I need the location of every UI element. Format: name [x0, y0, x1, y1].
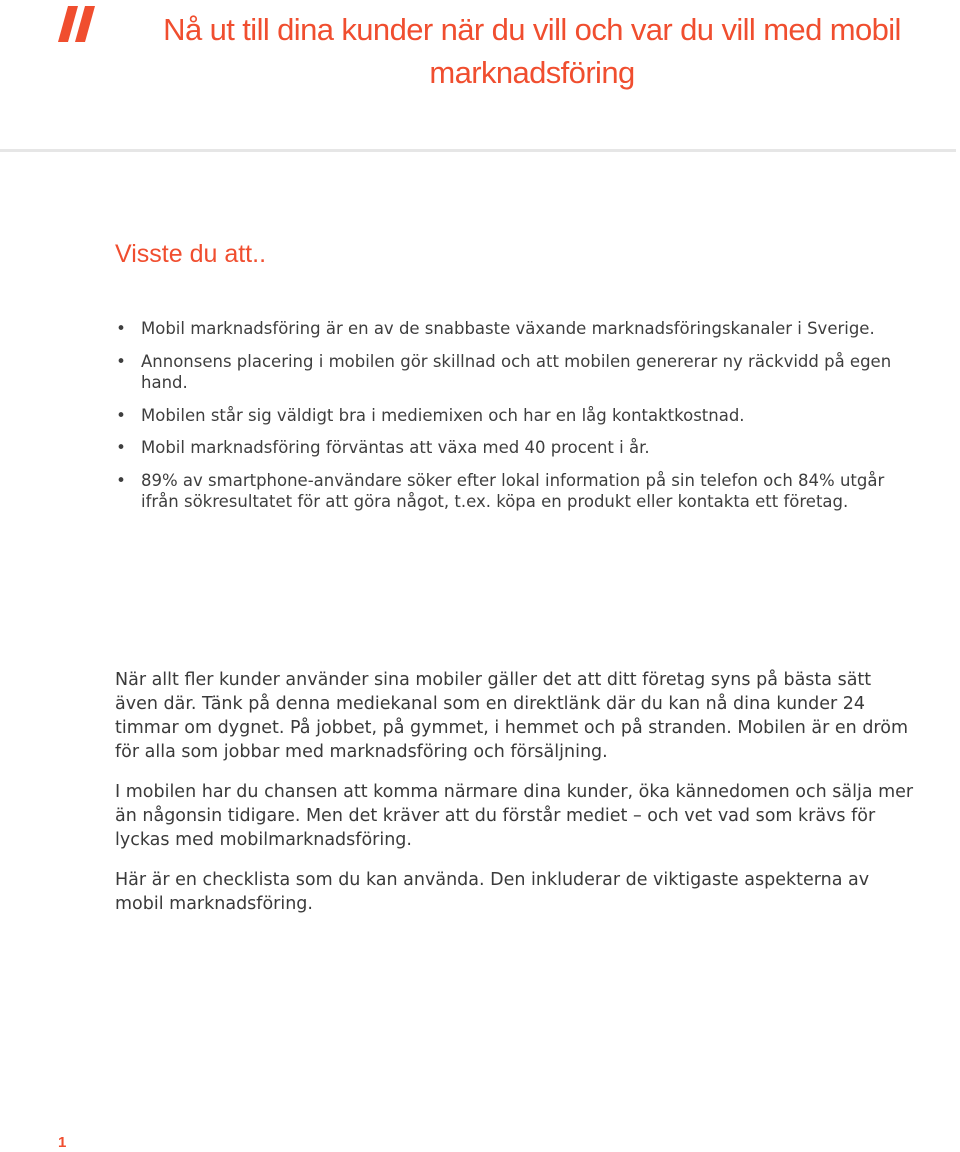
- list-item-text: Mobil marknadsföring är en av de snabbaste växande marknadsföringskanaler i Sverige.: [141, 319, 875, 338]
- header-divider: [0, 149, 956, 152]
- body-paragraph-2: I mobilen har du chansen att komma närmare dina kunder, öka kännedomen och sälja mer än någonsin tidigare. Men det kräver att du förstår mediet – och vet vad som krävs för lyckas med mobilmarknadsföring.: [115, 782, 914, 850]
- list-item: [115, 437, 925, 459]
- list-item: [115, 405, 925, 427]
- section-heading: Visste du att..: [115, 240, 267, 268]
- page-number: 1: [58, 1134, 67, 1151]
- body-paragraph-3: Här är en checklista som du kan använda. Den inkluderar de viktigaste aspekterna av mobil marknadsföring.: [115, 870, 870, 914]
- bullet-icon: •: [116, 405, 126, 425]
- list-item-text: Mobil marknadsföring förväntas att växa med 40 procent i år.: [141, 438, 650, 457]
- bullet-icon: •: [116, 351, 126, 371]
- list-item-text: 89% av smartphone-användare söker efter lokal information på sin telefon och 84% utgår ifrån sökresultatet för att göra något, t.ex. köpa en produkt eller kontakta ett företag.: [141, 470, 885, 511]
- bullet-icon: •: [116, 438, 126, 457]
- list-item: [115, 351, 925, 394]
- list-item-text: Mobilen står sig väldigt bra i mediemixen och har en låg kontaktkostnad.: [141, 405, 745, 425]
- bullet-icon: •: [116, 470, 126, 490]
- bullet-icon: •: [116, 319, 126, 338]
- double-slash-logo-icon: [58, 6, 98, 42]
- list-item: [115, 318, 925, 340]
- body-paragraph-1: När allt fler kunder använder sina mobiler gäller det att ditt företag syns på bästa sätt även där. Tänk på denna mediekanal som en direktlänk där du kan nå dina kunder 24 timmar om dygnet. På jobbet, på gymmet, i hemmet och på stranden. Mobilen är en dröm för alla som jobbar med marknadsföring och försäljning.: [115, 670, 908, 762]
- facts-list: [115, 318, 925, 524]
- list-item: [115, 470, 925, 513]
- page-title: Nå ut till dina kunder när du vill och var du vill med mobil marknadsföring: [163, 12, 901, 90]
- list-item-text: Annonsens placering i mobilen gör skillnad och att mobilen genererar ny räckvidd på egen hand.: [141, 351, 892, 392]
